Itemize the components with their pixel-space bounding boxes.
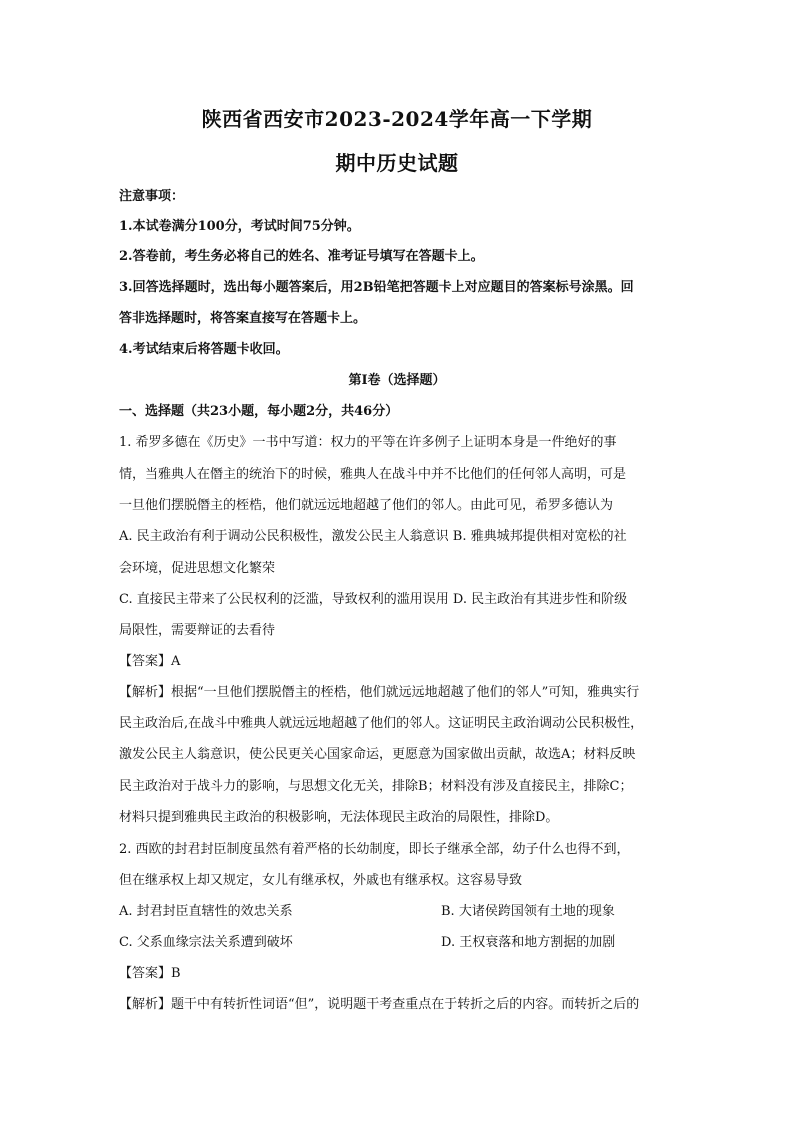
q1-analysis-line: 材料只提到雅典民主政治的积极影响，无法体现民主政治的局限性，排除D。 xyxy=(119,810,559,825)
exam-title: 陕西省西安市2023-2024学年高一下学期 xyxy=(201,107,593,131)
q1-option-line: 会环境，促进思想文化繁荣 xyxy=(119,561,276,576)
notes-heading: 注意事项： xyxy=(119,189,185,204)
note-item: 答非选择题时，将答案直接写在答题卡上。 xyxy=(119,311,367,326)
q2-answer: 【答案】B xyxy=(119,966,181,981)
q1-answer: 【答案】A xyxy=(119,654,181,669)
q1-analysis-line: 民主政治后,在战斗中雅典人就远远地超越了他们的邻人。这证明民主政治调动公民积极性， xyxy=(119,716,644,731)
q2-option-d: D. 王权衰落和地方割据的加剧 xyxy=(441,935,616,950)
q1-option-line: 局限性，需要辩证的去看待 xyxy=(119,623,276,638)
q2-option-a: A. 封君封臣直辖性的效忠关系 xyxy=(119,904,293,919)
q1-analysis-line: 激发公民主人翁意识，使公民更关心国家命运，更愿意为国家做出贡献，故选A；材料反映 xyxy=(119,747,636,762)
q1-analysis-line: 【解析】根据“一旦他们摆脱僭主的桎梏，他们就远远地超越了他们的邻人”可知，雅典实行 xyxy=(119,685,640,700)
exam-subtitle: 期中历史试题 xyxy=(335,151,459,175)
q1-stem-line: 一旦他们摆脱僭主的桎梏，他们就远远地超越了他们的邻人。由此可见，希罗多德认为 xyxy=(119,498,614,513)
q2-option-c: C. 父系血缘宗法关系遭到破坏 xyxy=(119,935,293,950)
q2-stem-line: 2. 西欧的封君封臣制度虽然有着严格的长幼制度，即长子继承全部，幼子什么也得不到， xyxy=(119,842,630,857)
note-item: 1.本试卷满分100分，考试时间75分钟。 xyxy=(119,219,360,234)
volume-heading: 第I卷（选择题） xyxy=(348,373,446,388)
note-item: 2.答卷前，考生务必将自己的姓名、准考证号填写在答题卡上。 xyxy=(119,249,484,264)
note-item: 3.回答选择题时，选出每小题答案后，用2B铅笔把答题卡上对应题目的答案标号涂黑。回 xyxy=(119,280,634,295)
q2-stem-line: 但在继承权上却又规定，女儿有继承权，外戚也有继承权。这容易导致 xyxy=(119,873,523,888)
q1-analysis-line: 民主政治对于战斗力的影响，与思想文化无关，排除B；材料没有涉及直接民主，排除C； xyxy=(119,779,633,794)
q1-option-line: A. 民主政治有利于调动公民积极性，激发公民主人翁意识 B. 雅典城邦提供相对宽松的社 xyxy=(119,529,627,544)
q1-stem-line: 情，当雅典人在僭主的统治下的时候，雅典人在战斗中并不比他们的任何邻人高明，可是 xyxy=(119,467,627,482)
q1-option-line: C. 直接民主带来了公民权利的泛滥，导致权利的滥用误用 D. 民主政治有其进步性和阶级 xyxy=(119,592,628,607)
q1-stem-line: 1. 希罗多德在《历史》一书中写道：权力的平等在许多例子上证明本身是一件绝好的事 xyxy=(119,435,617,450)
section-heading: 一、选择题（共23小题，每小题2分，共46分） xyxy=(119,404,399,419)
q2-analysis-line: 【解析】题干中有转折性词语“但”，说明题干考查重点在于转折之后的内容。而转折之后的 xyxy=(119,997,640,1012)
note-item: 4.考试结束后将答题卡收回。 xyxy=(119,342,289,357)
q2-option-b: B. 大诸侯跨国领有土地的现象 xyxy=(441,904,615,919)
